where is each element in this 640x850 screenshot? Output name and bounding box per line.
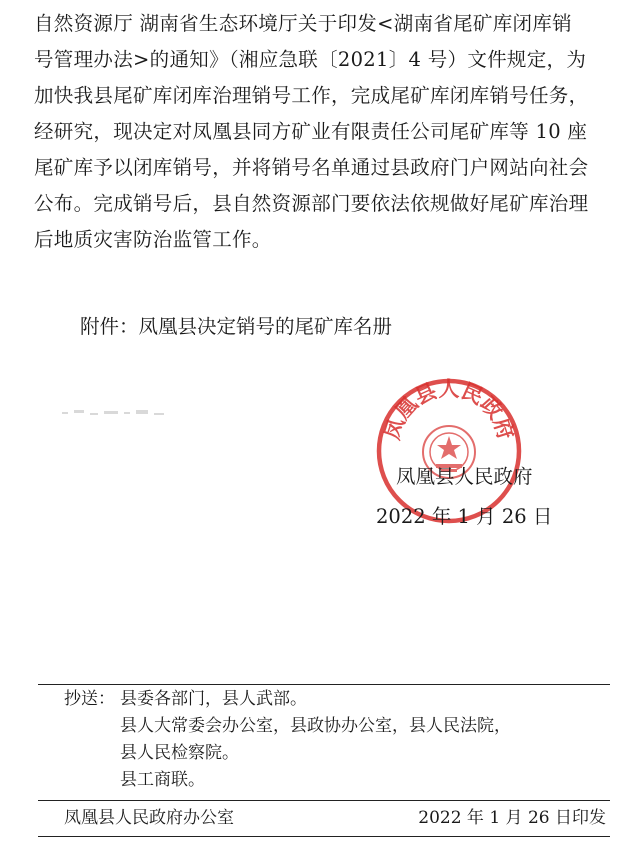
cc-line: 县工商联。 bbox=[120, 770, 205, 790]
issuing-office: 凤凰县人民政府办公室 bbox=[64, 808, 234, 828]
divider-middle bbox=[38, 800, 610, 801]
cc-label: 抄送： bbox=[64, 689, 115, 709]
body-line: 公布。完成销号后，县自然资源部门要依法依规做好尾矿库治理 bbox=[34, 192, 589, 215]
faint-scan-marks bbox=[60, 404, 170, 424]
signature-date: 2022 年 1 月 26 日 bbox=[376, 505, 553, 528]
seal-text: 凤凰县人民政府 bbox=[379, 376, 519, 443]
cc-block bbox=[64, 686, 511, 794]
divider-bottom bbox=[38, 836, 610, 837]
divider-top bbox=[38, 684, 610, 685]
issue-date: 2022 年 1 月 26 日印发 bbox=[418, 808, 606, 828]
body-line: 自然资源厅 湖南省生态环境厅关于印发<湖南省尾矿库闭库销 bbox=[34, 12, 572, 35]
body-line: 后地质灾害防治监管工作。 bbox=[34, 228, 272, 251]
attachment-note: 附件：凤凰县决定销号的尾矿库名册 bbox=[80, 315, 393, 338]
cc-line: 县人大常委会办公室，县政协办公室，县人民法院， bbox=[120, 716, 511, 736]
signature-org: 凤凰县人民政府 bbox=[396, 465, 533, 488]
body-line: 号管理办法>的通知》（湘应急联〔2021〕4 号）文件规定，为 bbox=[34, 48, 587, 71]
body-line: 加快我县尾矿库闭库治理销号工作，完成尾矿库闭库销号任务， bbox=[34, 84, 589, 107]
cc-line: 县委各部门，县人武部。 bbox=[120, 689, 307, 709]
body-line: 尾矿库予以闭库销号，并将销号名单通过县政府门户网站向社会 bbox=[34, 156, 589, 179]
body-text bbox=[34, 6, 618, 258]
cc-line: 县人民检察院。 bbox=[120, 743, 239, 763]
body-line: 经研究，现决定对凤凰县同方矿业有限责任公司尾矿库等 10 座 bbox=[34, 120, 588, 143]
